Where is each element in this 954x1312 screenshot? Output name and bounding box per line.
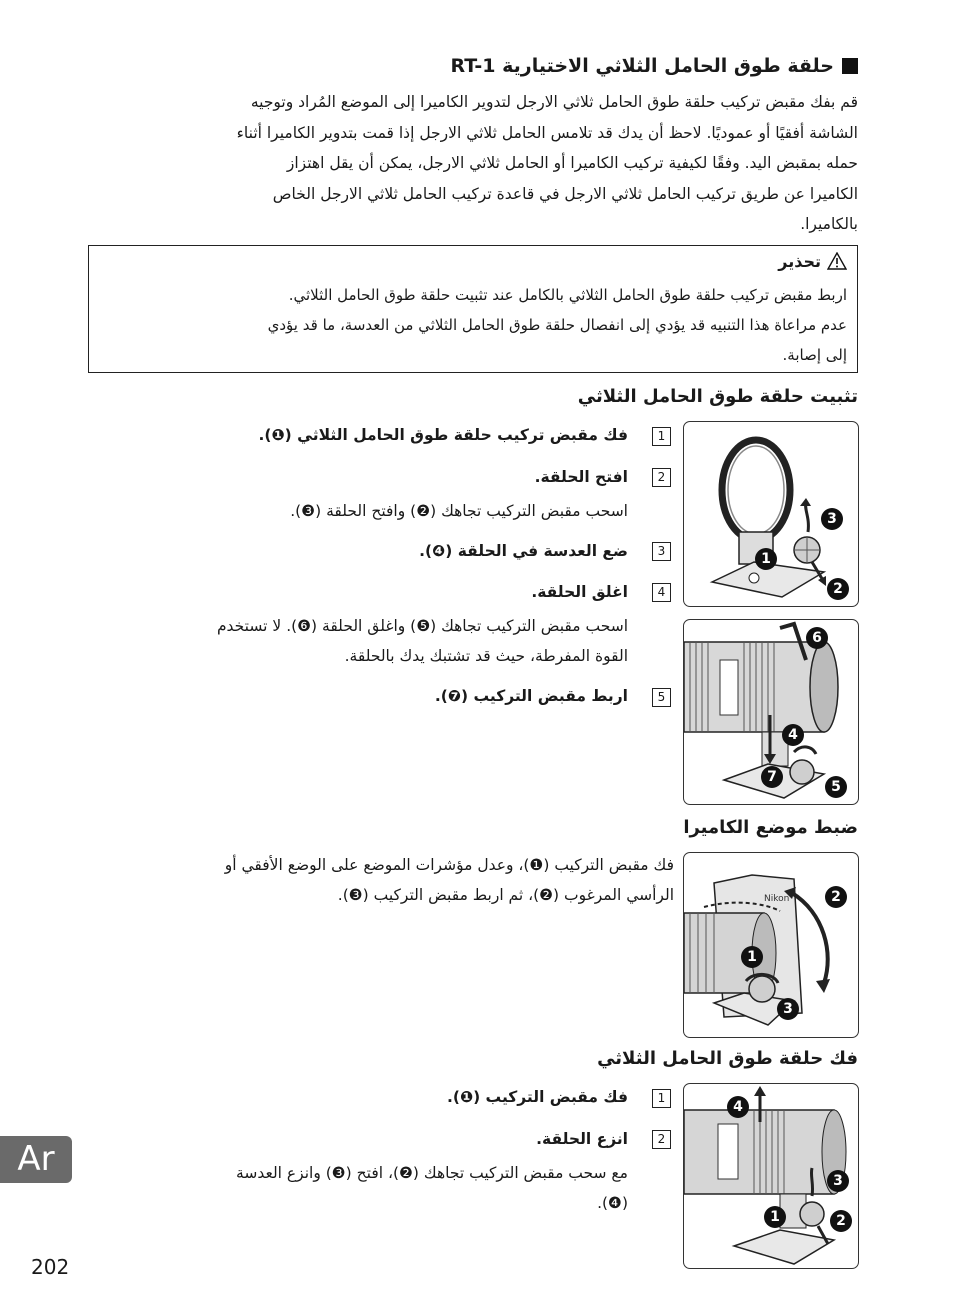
camera-rotation-illustration <box>684 853 858 1037</box>
figure-lens-in-collar <box>683 619 859 805</box>
page-title-text: حلقة طوق الحامل الثلاثي الاختيارية RT-1 <box>450 55 834 77</box>
step-text: القوة المفرطة، حيث قد تشتبك يدك بالحلقة. <box>344 647 628 665</box>
attach-step-2 <box>68 462 628 526</box>
adjust-line: الرأسي المرغوب (❷)، ثم اربط مقبض التركيب (❸). <box>337 886 674 904</box>
callout-1: 1 <box>764 1206 786 1228</box>
step-text: اسحب مقبض التركيب تجاهك (❺) واغلق الحلقة (❻). لا تستخدم <box>216 617 628 635</box>
intro-line: حمله بمقبض اليد. وفقًا لكيفية تركيب الكاميرا أو الحامل ثلاثي الارجل، يمكن أن يقل اهتزاز <box>286 154 858 172</box>
remove-step-1 <box>68 1082 628 1112</box>
square-bullet-icon <box>842 58 858 74</box>
attach-step-4 <box>68 577 628 671</box>
callout-3: 3 <box>777 998 799 1020</box>
attach-step-3 <box>68 536 628 566</box>
camera-brand-mark: Nikon <box>764 894 790 904</box>
callout-7: 7 <box>761 766 783 788</box>
step-heading: اغلق الحلقة. <box>531 583 628 601</box>
callout-2: 2 <box>825 886 847 908</box>
attach-section-title: تثبيت حلقة طوق الحامل الثلاثي <box>577 386 858 407</box>
warning-line: إلى إصابة. <box>782 346 847 364</box>
step-text: اسحب مقبض التركيب تجاهك (❷) وافتح الحلقة (❸). <box>290 502 628 520</box>
step-number: 3 <box>652 542 671 561</box>
step-heading: افتح الحلقة. <box>534 468 628 486</box>
remove-section-title: فك حلقة طوق الحامل الثلاثي <box>597 1048 858 1069</box>
remove-step-2 <box>68 1124 628 1218</box>
attach-step-1 <box>68 420 628 450</box>
warning-box <box>88 245 858 373</box>
step-heading: ضع العدسة في الحلقة (❹). <box>419 542 628 560</box>
step-number: 1 <box>652 1089 671 1108</box>
callout-5: 5 <box>825 776 847 798</box>
figure-camera-rotation <box>683 852 859 1038</box>
warning-title-text: تحذير <box>778 252 821 271</box>
step-number: 1 <box>652 427 671 446</box>
callout-1: 1 <box>755 548 777 570</box>
callout-1: 1 <box>741 946 763 968</box>
callout-3: 3 <box>827 1170 849 1192</box>
warning-line: عدم مراعاة هذا التنبيه قد يؤدي إلى انفصال حلقة طوق الحامل الثلاثي من العدسة، ما قد يؤدي <box>267 316 847 334</box>
step-number: 2 <box>652 468 671 487</box>
intro-line: قم بفك مقبض تركيب حلقة طوق الحامل ثلاثي الارجل لتدوير الكاميرا إلى الموضع المُراد وتوجيه <box>250 93 858 111</box>
figure-remove-lens <box>683 1083 859 1269</box>
adjust-paragraph <box>74 850 674 910</box>
language-badge: Ar <box>0 1136 72 1183</box>
step-heading: فك مقبض التركيب (❶). <box>446 1088 628 1106</box>
intro-paragraph <box>78 87 858 240</box>
intro-line: الشاشة أفقيًا أو عموديًا. لاحظ أن يدك قد تلامس الحامل ثلاثي الارجل إذا قمت بتدوير الكاميرا أثناء <box>236 123 858 142</box>
attach-step-5 <box>68 681 628 711</box>
callout-4: 4 <box>727 1096 749 1118</box>
step-number: 4 <box>652 583 671 602</box>
warning-body <box>97 280 847 370</box>
step-heading: فك مقبض تركيب حلقة طوق الحامل الثلاثي (❶). <box>258 426 628 444</box>
callout-3: 3 <box>821 508 843 530</box>
callout-2: 2 <box>830 1210 852 1232</box>
step-number: 2 <box>652 1130 671 1149</box>
callout-6: 6 <box>806 627 828 649</box>
warning-triangle-icon <box>827 252 847 270</box>
step-text: مع سحب مقبض التركيب تجاهك (❷)، افتح (❸) وانزع العدسة <box>236 1164 628 1182</box>
warning-title <box>778 252 847 271</box>
page-title <box>98 55 858 77</box>
step-heading: اربط مقبض التركيب (❼). <box>434 687 628 705</box>
intro-line: بالكاميرا. <box>800 215 858 233</box>
adjust-section-title: ضبط موضع الكاميرا <box>683 817 858 838</box>
step-heading: انزع الحلقة. <box>536 1130 628 1148</box>
intro-line: الكاميرا عن طريق تركيب الحامل ثلاثي الارجل في قاعدة تركيب الحامل ثلاثي الارجل الخاص <box>272 184 858 203</box>
callout-2: 2 <box>827 578 849 600</box>
callout-4: 4 <box>782 724 804 746</box>
step-text: (❹). <box>597 1194 628 1212</box>
figure-collar-open <box>683 421 859 607</box>
adjust-line: فك مقبض التركيب (❶)، وعدل مؤشرات الموضع على الوضع الأفقي أو <box>224 856 674 874</box>
step-number: 5 <box>652 688 671 707</box>
page-number: 202 <box>31 1255 70 1279</box>
warning-line: اربط مقبض تركيب حلقة طوق الحامل الثلاثي بالكامل عند تثبيت حلقة طوق الحامل الثلاثي. <box>288 286 847 304</box>
